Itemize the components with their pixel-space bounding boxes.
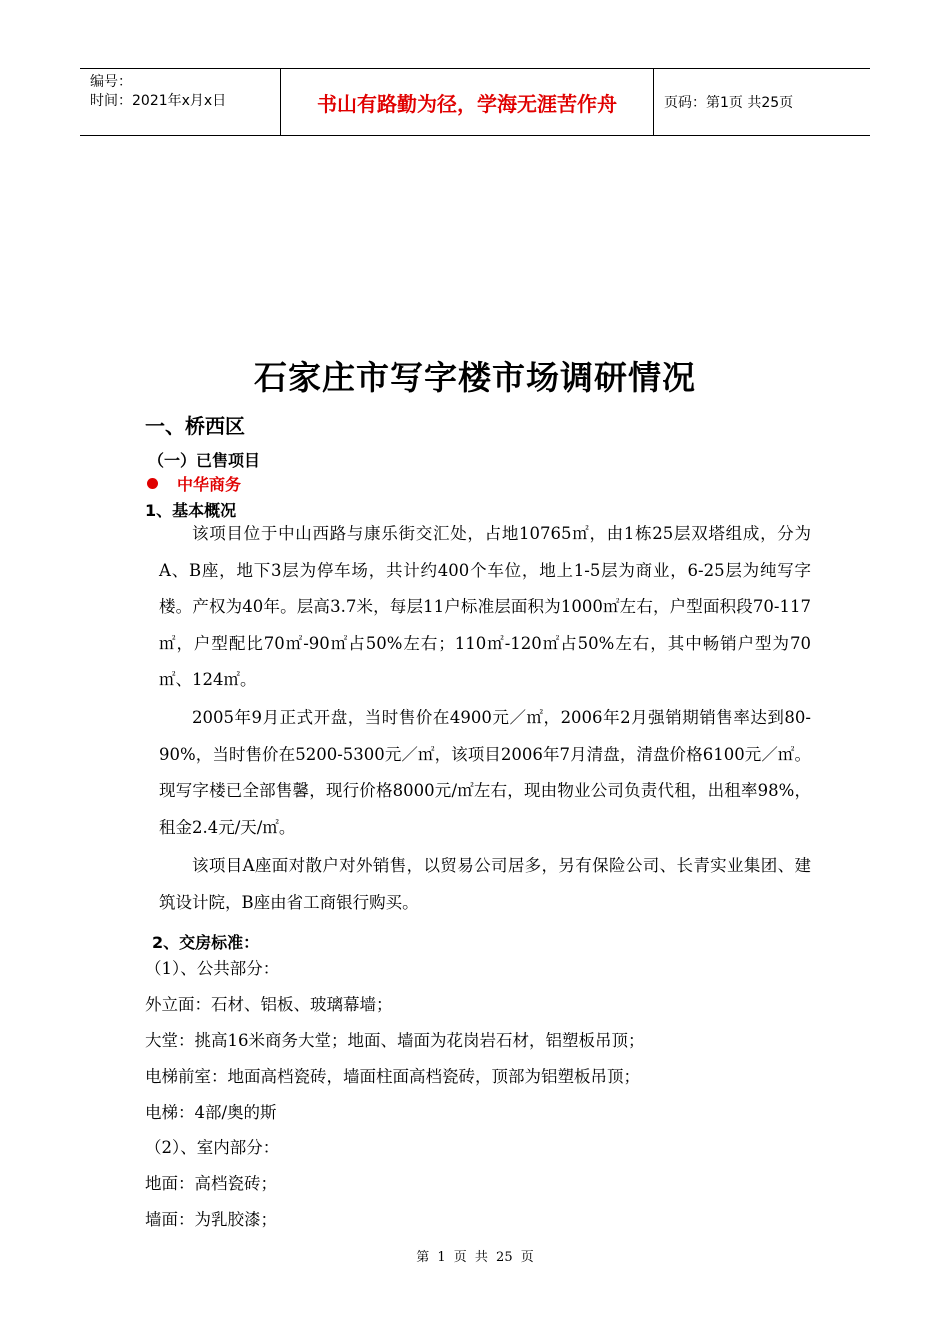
section-heading: 一、桥西区: [145, 414, 245, 438]
paragraph-overview: 该项目位于中山西路与康乐街交汇处，占地10765㎡，由1栋25层双塔组成，分为A、B座，地下3层为停车场，共计约400个车位，地上1-5层为商业，6-25层为纯写字楼。产权为40年。层高3.7米，每层11户标准层面积为1000㎡左右，户型面积段70-117㎡，户型配比70㎡-90㎡占50%左右；110㎡-120㎡占50%左右，其中畅销户型为70㎡、124㎡。: [159, 524, 811, 690]
public-line: 电梯前室：地面高档瓷砖，墙面柱面高档瓷砖，顶部为铝塑板吊顶；: [145, 1067, 640, 1086]
project-name: 中华商务: [177, 475, 242, 494]
item2-heading: 2、交房标准：: [152, 933, 260, 952]
number-label: 编号：: [90, 74, 132, 90]
public-line: 电梯：4部/奥的斯: [145, 1103, 277, 1122]
paragraph-buyers: 该项目A座面对散户对外销售，以贸易公司居多，另有保险公司、长青实业集团、建筑设计院，B座由省工商银行购买。: [159, 856, 811, 912]
paragraph-sales: 2005年9月正式开盘，当时售价在4900元／㎡，2006年2月强销期销售率达到80-90%，当时售价在5200-5300元／㎡，该项目2006年7月清盘，清盘价格6100元／㎡。现写字楼已全部售馨，现行价格8000元/㎡左右，现由物业公司负责代租，出租率98%，租金2.4元/天/㎡。: [159, 708, 811, 837]
header-motto: 书山有路勤为径，学海无涯苦作舟: [281, 69, 654, 135]
indoor-line: 墙面：为乳胶漆；: [145, 1210, 277, 1229]
public-line: 外立面：石材、铝板、玻璃幕墙；: [145, 995, 393, 1014]
header-page-code: 页码：第1页 共25页: [664, 95, 794, 111]
indoor-line: 地面：高档瓷砖；: [145, 1174, 277, 1193]
bullet-icon: [147, 478, 158, 489]
document-title: 石家庄市写字楼市场调研情况: [254, 358, 696, 397]
public-heading: （1）、公共部分：: [145, 959, 280, 978]
indoor-heading: （2）、室内部分：: [145, 1138, 280, 1157]
header-meta: [80, 69, 281, 135]
item1-heading: 1、基本概况: [145, 501, 237, 520]
page-header: [80, 68, 870, 136]
public-line: 大堂：挑高16米商务大堂；地面、墙面为花岗岩石材，铝塑板吊顶；: [145, 1031, 645, 1050]
time-label: 时间：2021年x月x日: [90, 93, 227, 109]
project-bullet: [147, 472, 241, 495]
subsection-heading: （一）已售项目: [148, 451, 261, 470]
page-footer: 第 1 页 共 25 页: [416, 1250, 534, 1265]
